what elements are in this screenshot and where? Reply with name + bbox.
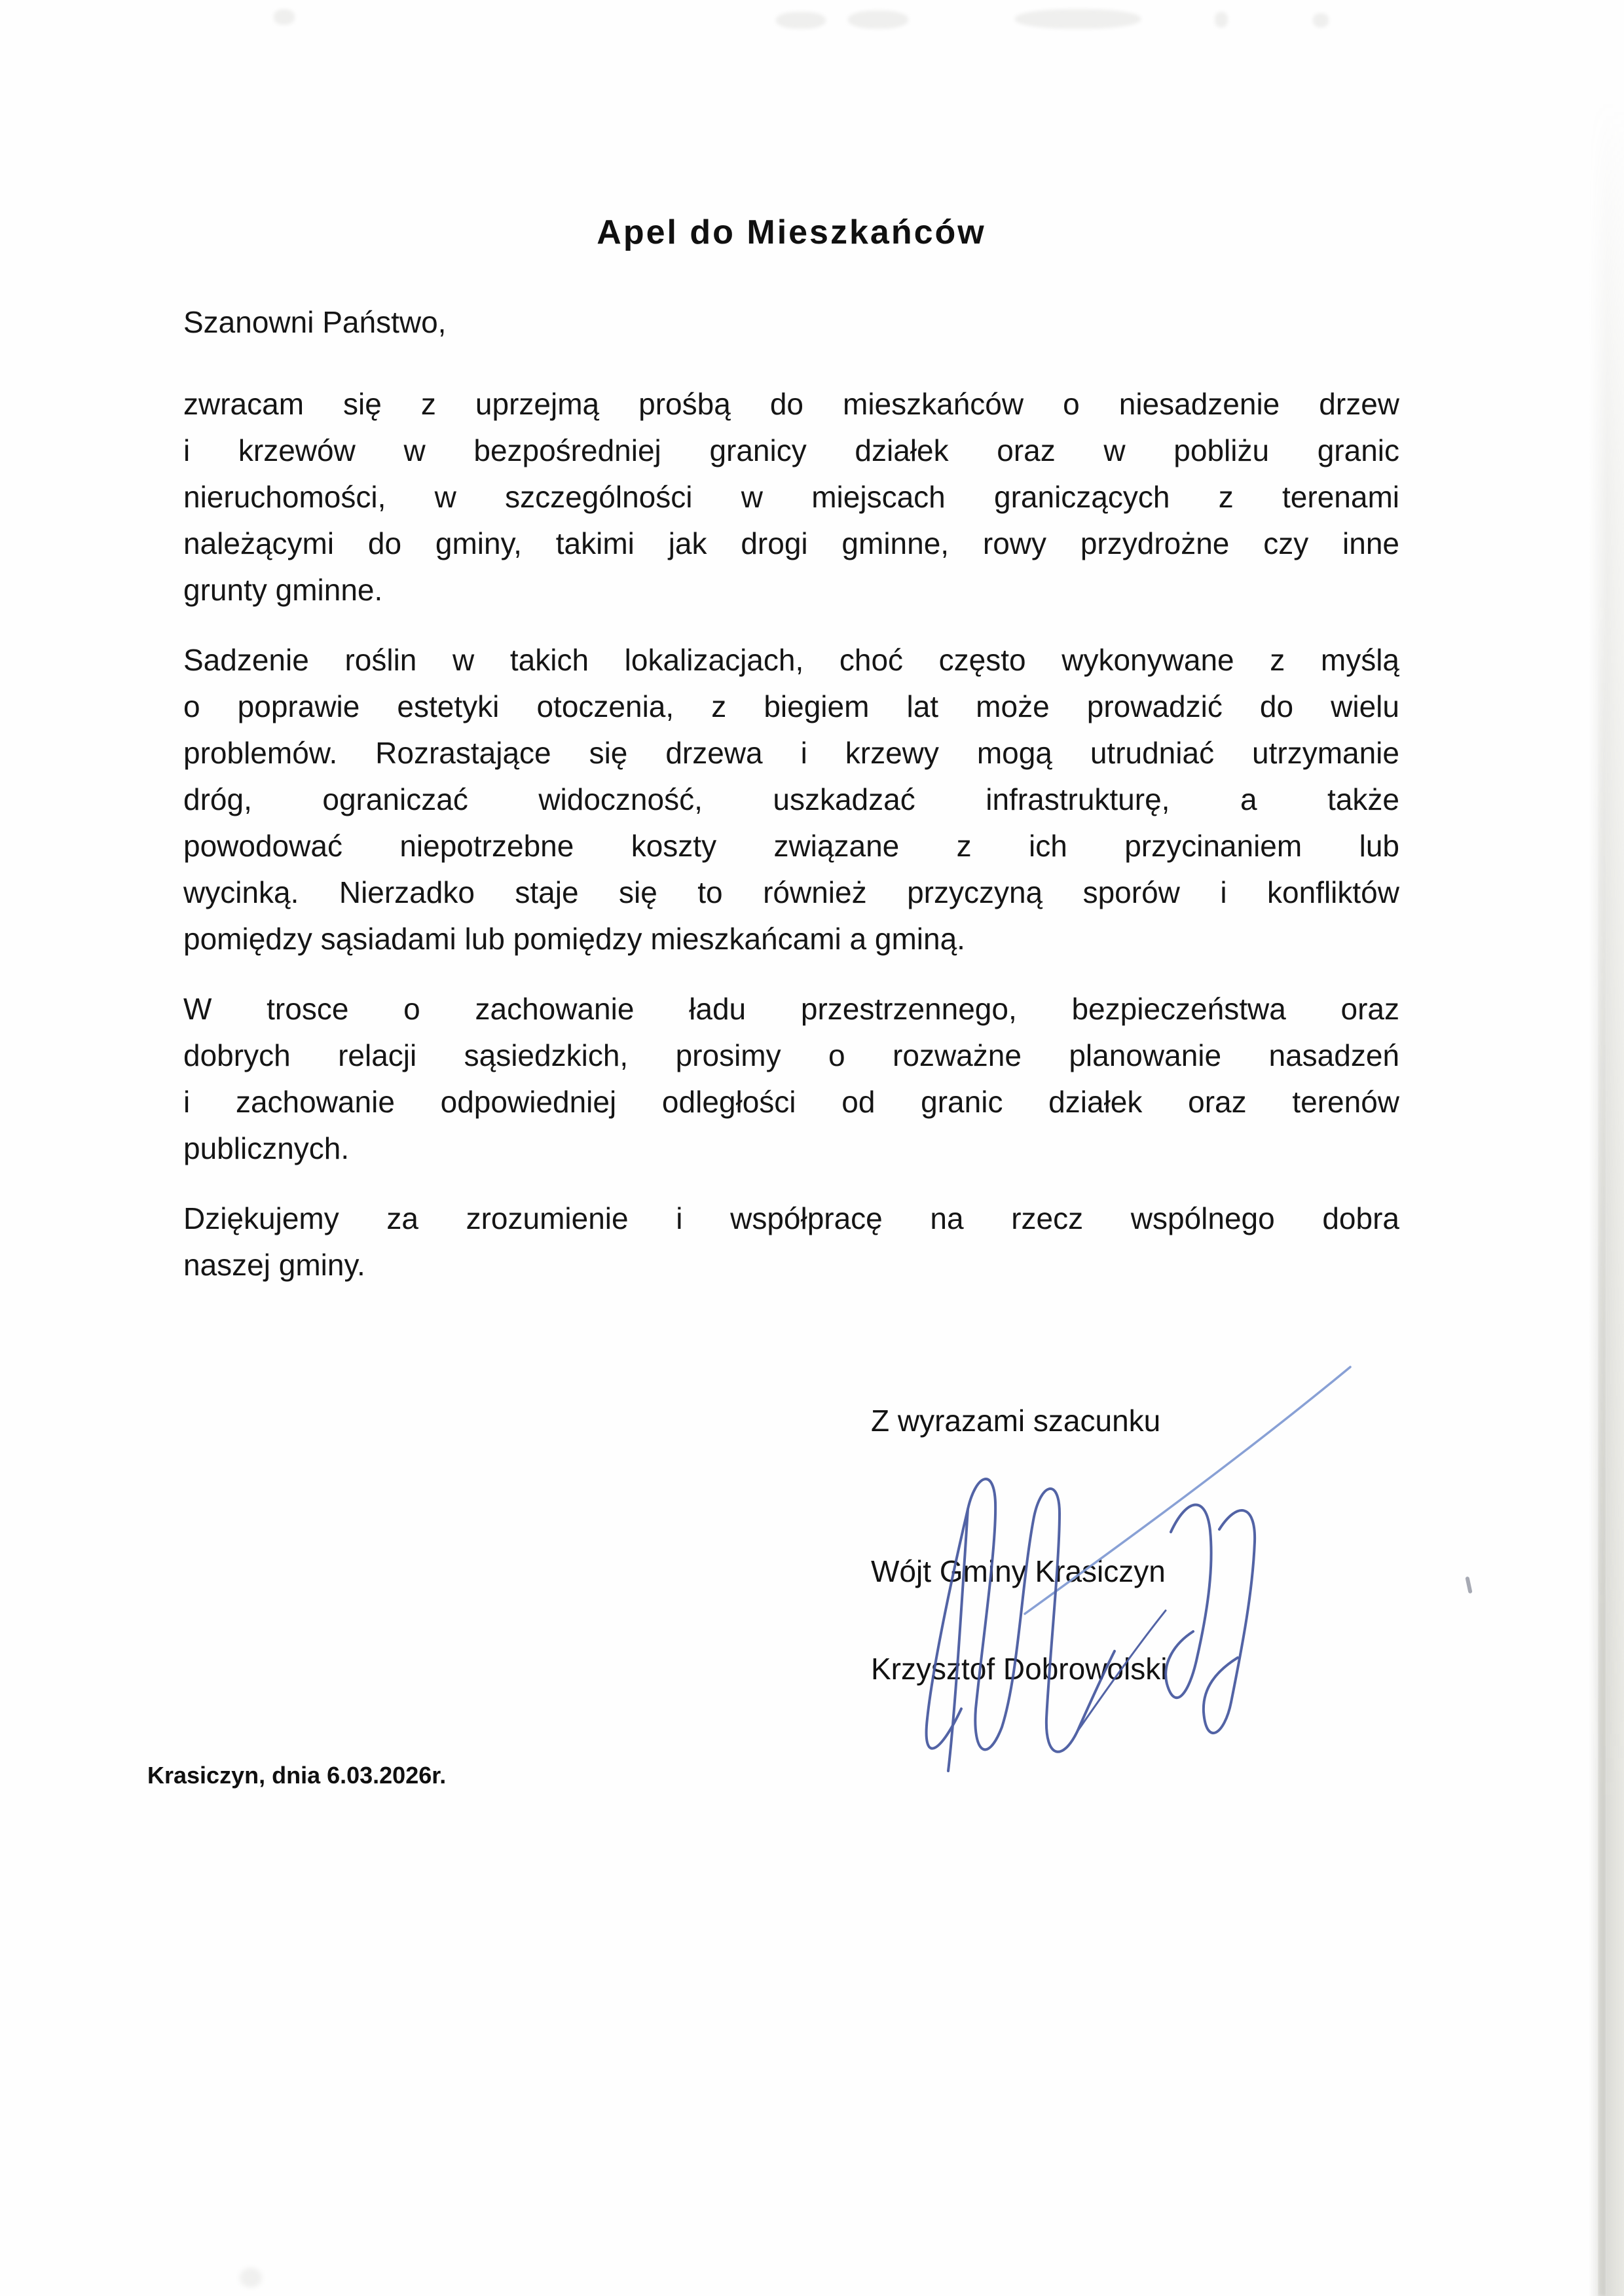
scan-edge-shadow [1589, 98, 1624, 2296]
scan-smudge [848, 10, 908, 29]
text-line: dobrych relacji sąsiedzkich, prosimy o rozważne planowanie nasadzeń [183, 1038, 1399, 1072]
text-line: i zachowanie odpowiedniej odległości od granic działek oraz terenów [183, 1085, 1399, 1119]
text-line: powodować niepotrzebne koszty związane z ich przycinaniem lub [183, 829, 1399, 863]
date-line: Krasiczyn, dnia 6.03.2026r. [147, 1762, 447, 1789]
text-line: naszej gminy. [183, 1248, 365, 1282]
letter-title: Apel do Mieszkańców [597, 213, 986, 251]
paragraph [183, 986, 1399, 1172]
text-line: Dziękujemy za zrozumienie i współpracę na rzecz wspólnego dobra [183, 1201, 1399, 1235]
text-line: i krzewów w bezpośredniej granicy działek oraz w pobliżu granic [183, 433, 1399, 467]
paragraph [183, 381, 1399, 613]
paragraph [183, 1195, 1399, 1288]
scan-edge-shadow-core [1598, 589, 1606, 2296]
text-line: nieruchomości, w szczególności w miejscach graniczących z terenami [183, 480, 1399, 514]
text-line: zwracam się z uprzejmą prośbą do mieszkańców o niesadzenie drzew [183, 387, 1399, 421]
text-line: publicznych. [183, 1131, 350, 1165]
text-line: pomiędzy sąsiadami lub pomiędzy mieszkańcami a gminą. [183, 922, 965, 956]
scan-smudge [1313, 13, 1329, 27]
text-line: o poprawie estetyki otoczenia, z biegiem lat może prowadzić do wielu [183, 689, 1399, 723]
scan-smudge [274, 9, 295, 25]
handwritten-signature [884, 1336, 1382, 1787]
text-line: należącymi do gminy, takimi jak drogi gminne, rowy przydrożne czy inne [183, 526, 1399, 560]
signature-diagonal-stroke [1025, 1367, 1350, 1614]
scan-smudge [1215, 12, 1228, 27]
closing-regards: Z wyrazami szacunku [871, 1404, 1161, 1438]
text-line: Sadzenie roślin w takich lokalizacjach, choć często wykonywane z myślą [183, 643, 1399, 677]
letter-body [183, 213, 1399, 1312]
signer-title: Wójt Gminy Krasiczyn [871, 1554, 1166, 1588]
signer-name: Krzysztof Dobrowolski [871, 1652, 1168, 1686]
paragraph [183, 637, 1399, 962]
salutation: Szanowni Państwo, [183, 305, 447, 339]
scan-smudge [240, 2268, 262, 2287]
text-line: grunty gminne. [183, 573, 383, 607]
text-line: wycinką. Nierzadko staje się to również przyczyną sporów i konfliktów [183, 875, 1399, 909]
scan-smudge [776, 12, 826, 29]
scan-smudge [1015, 9, 1141, 29]
signature-scrawl [927, 1479, 1255, 1771]
text-line: dróg, ograniczać widoczność, uszkadzać infrastrukturę, a także [183, 782, 1399, 816]
text-line: W trosce o zachowanie ładu przestrzennego, bezpieczeństwa oraz [183, 992, 1399, 1026]
text-line: problemów. Rozrastające się drzewa i krzewy mogą utrudniać utrzymanie [183, 736, 1399, 770]
ink-speck [1465, 1576, 1472, 1594]
